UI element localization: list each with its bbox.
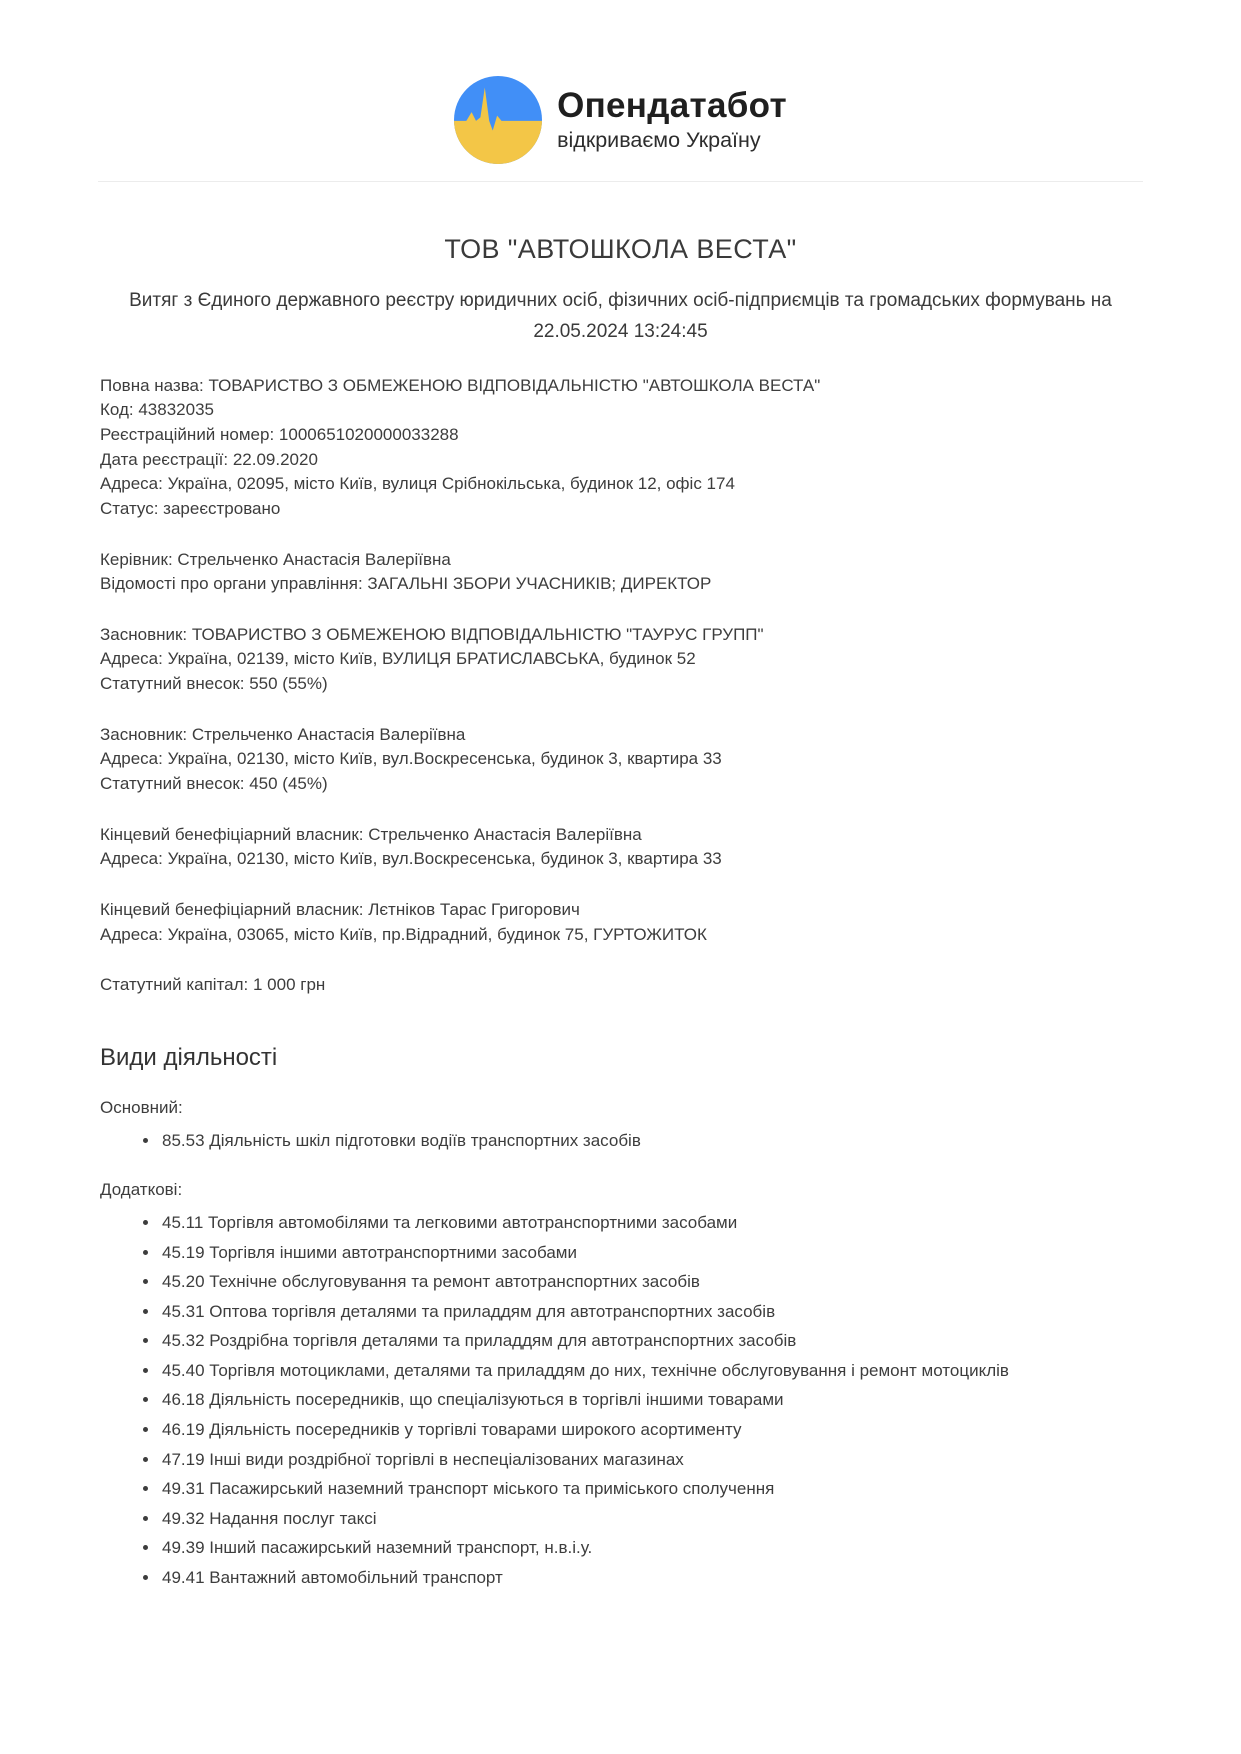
field-founder-address: Адреса: Україна, 02130, місто Київ, вул.Воскресенська, будинок 3, квартира 33: [100, 749, 722, 769]
opendatabot-logo: [454, 76, 787, 164]
field-founder-share: Статутний внесок: 550 (55%): [100, 674, 328, 694]
header-divider: [98, 181, 1143, 182]
founder-block-1: [100, 623, 1141, 697]
field-registration-number: Реєстраційний номер: 1000651020000033288: [100, 424, 459, 444]
activity-item: • 45.40 Торгівля мотоциклами, деталями та приладдям до них, технічне обслуговування і ремонт мотоциклів: [160, 1358, 1040, 1385]
activity-item: • 85.53 Діяльність шкіл підготовки водіїв транспортних засобів: [160, 1128, 1040, 1155]
field-full-name: Повна назва: ТОВАРИСТВО З ОБМЕЖЕНОЮ ВІДПОВІДАЛЬНІСТЮ "АВТОШКОЛА ВЕСТА": [100, 375, 821, 395]
activity-item: • 46.18 Діяльність посередників, що спеціалізуються в торгівлі іншими товарами: [160, 1387, 1040, 1414]
activity-item: • 45.32 Роздрібна торгівля деталями та приладдям для автотранспортних засобів: [160, 1328, 1040, 1355]
field-beneficial-owner-address: Адреса: Україна, 02130, місто Київ, вул.Воскресенська, будинок 3, квартира 33: [100, 849, 722, 869]
activity-item: • 45.31 Оптова торгівля деталями та приладдям для автотранспортних засобів: [160, 1299, 1040, 1326]
field-authorized-capital: Статутний капітал: 1 000 грн: [100, 975, 326, 995]
management-block: [100, 548, 1141, 597]
company-info-block: [100, 374, 1141, 522]
field-director: Керівник: Стрельченко Анастасія Валеріївна: [100, 549, 451, 569]
header: [0, 0, 1241, 164]
logo-text: [557, 87, 787, 154]
primary-activities-label: Основний:: [100, 1097, 183, 1117]
activity-item: • 45.11 Торгівля автомобілями та легковими автотранспортними засобами: [160, 1210, 1040, 1237]
field-beneficial-owner: Кінцевий бенефіціарний власник: Лєтніков Тарас Григорович: [100, 899, 580, 919]
activity-item: • 46.19 Діяльність посередників у торгівлі товарами широкого асортименту: [160, 1417, 1040, 1444]
secondary-activity-list: [100, 1210, 1141, 1591]
activity-item: • 45.19 Торгівля іншими автотранспортними засобами: [160, 1240, 1040, 1267]
field-founder: Засновник: Стрельченко Анастасія Валеріївна: [100, 724, 466, 744]
field-governing-bodies: Відомості про органи управління: ЗАГАЛЬНІ ЗБОРИ УЧАСНИКІВ; ДИРЕКТОР: [100, 574, 712, 594]
field-registration-date: Дата реєстрації: 22.09.2020: [100, 449, 318, 469]
activity-item: • 49.39 Інший пасажирський наземний транспорт, н.в.і.у.: [160, 1535, 1040, 1562]
field-founder-share: Статутний внесок: 450 (45%): [100, 774, 328, 794]
field-beneficial-owner-address: Адреса: Україна, 03065, місто Київ, пр.Відрадний, будинок 75, ГУРТОЖИТОК: [100, 924, 707, 944]
field-address: Адреса: Україна, 02095, місто Київ, вулиця Срібнокільська, будинок 12, офіс 174: [100, 474, 735, 494]
activities-heading: Види діяльності: [100, 1043, 278, 1071]
field-code: Код: 43832035: [100, 400, 214, 420]
extract-subtitle: Витяг з Єдиного державного реєстру юридичних осіб, фізичних осіб-підприємців та громадських формувань на 22.05.2024 13:24:45: [129, 290, 1112, 343]
primary-activity-list: [100, 1128, 1141, 1155]
brand-tagline: відкриваємо Україну: [557, 128, 761, 153]
brand-name: Опендатабот: [557, 85, 787, 125]
field-founder: Засновник: ТОВАРИСТВО З ОБМЕЖЕНОЮ ВІДПОВІДАЛЬНІСТЮ "ТАУРУС ГРУПП": [100, 624, 764, 644]
field-status: Статус: зареєстровано: [100, 498, 281, 518]
founder-block-2: [100, 723, 1141, 797]
secondary-activities-label: Додаткові:: [100, 1180, 183, 1200]
field-founder-address: Адреса: Україна, 02139, місто Київ, ВУЛИЦЯ БРАТИСЛАВСЬКА, будинок 52: [100, 649, 696, 669]
pulse-circle-icon: [454, 76, 542, 164]
capital-block: [100, 973, 1141, 998]
activity-item: • 49.31 Пасажирський наземний транспорт міського та приміського сполучення: [160, 1476, 1040, 1503]
activity-item: • 45.20 Технічне обслуговування та ремонт автотранспортних засобів: [160, 1269, 1040, 1296]
beneficial-owner-block-1: [100, 823, 1141, 872]
field-beneficial-owner: Кінцевий бенефіціарний власник: Стрельченко Анастасія Валеріївна: [100, 824, 642, 844]
extract-document: [0, 234, 1241, 1657]
beneficial-owner-block-2: [100, 898, 1141, 947]
company-title: ТОВ "АВТОШКОЛА ВЕСТА": [444, 234, 797, 264]
activity-item: • 47.19 Інші види роздрібної торгівлі в неспеціалізованих магазинах: [160, 1447, 1040, 1474]
activity-item: • 49.41 Вантажний автомобільний транспорт: [160, 1565, 1040, 1592]
activity-item: • 49.32 Надання послуг таксі: [160, 1506, 1040, 1533]
